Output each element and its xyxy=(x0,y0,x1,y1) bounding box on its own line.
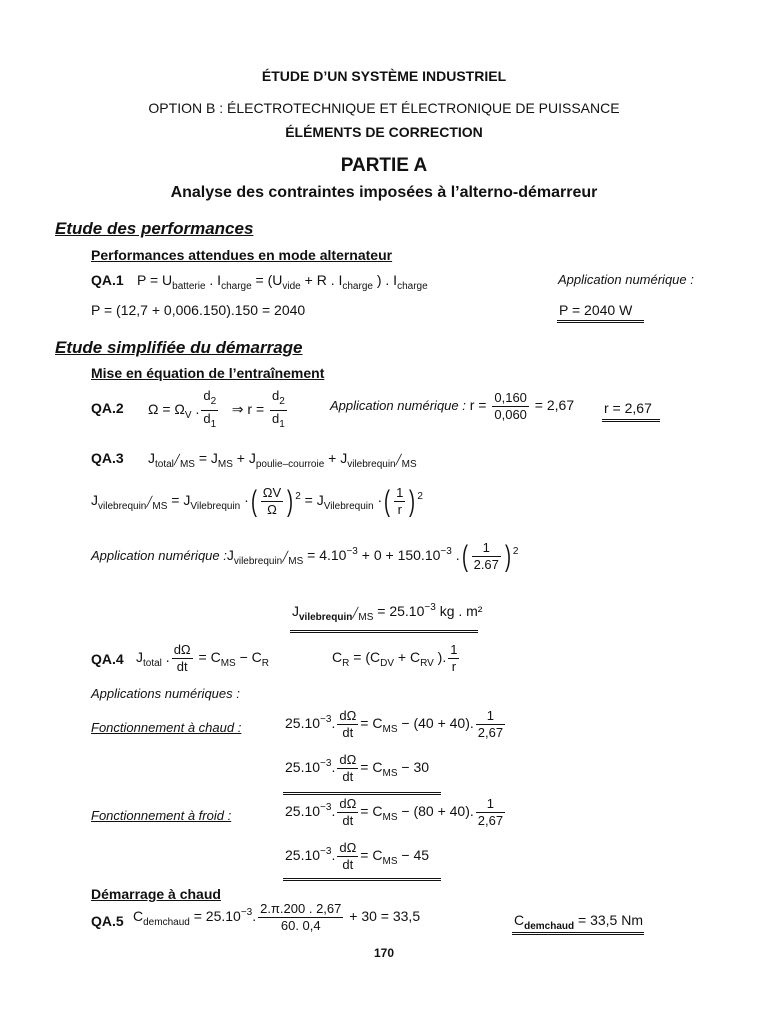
equation-qa3-vilebrequin: $J_{vilebrequin}╱_{MS} = J_{Vilebrequin}$ ·( $\frac{\Omega V}{\Omega}$ ) $^2 = J_{Vilebrequin}$ ·( $\frac{1}{r}$ ) $^2$ xyxy=(91,484,423,518)
subsection-heading-entrainement: Mise en équation de l’entraînement xyxy=(91,365,325,381)
result-underline-qa1 xyxy=(557,320,644,323)
result-qa5: $C_{demchaud} = 33,5$ Nm xyxy=(514,912,644,932)
equation-froid-1: $25.10^{-3}$. $\frac{d\Omega}{dt}$ = $C_{MS} - (80 + 40)$. $\frac{1}{2,67}$ xyxy=(285,796,504,828)
document-title: ÉTUDE D’UN SYSTÈME INDUSTRIEL xyxy=(261,68,507,84)
result-underline-froid xyxy=(283,878,441,881)
apps-num-label: Applications numériques : xyxy=(91,686,240,701)
subsection-heading-alternateur: Performances attendues en mode alternateur xyxy=(91,247,393,263)
app-num-label-qa1: Application numérique : xyxy=(558,272,694,287)
equation-chaud-1: $25.10^{-3}$. $\frac{d\Omega}{dt}$ = $C_{MS} - (40 + 40)$. $\frac{1}{2,67}$ xyxy=(285,708,504,740)
equation-qa1: $P = U_{batterie}$ . $I_{charge} = (U_{vide} + R$ . $I_{charge}$ ) . $I_{charge}$ xyxy=(137,272,428,292)
equation-froid-2: $25.10^{-3}$. $\frac{d\Omega}{dt}$ = $C_{MS} - 45$ xyxy=(285,840,430,872)
option-line: OPTION B : ÉLECTROTECHNIQUE ET ÉLECTRONIQUE DE PUISSANCE xyxy=(148,100,620,116)
result-underline-qa5 xyxy=(512,932,644,935)
app-num-label-qa3: Application numérique : xyxy=(91,548,227,564)
equation-qa2: $\Omega = \Omega_V$ . $\frac{d_2}{d_1}$ ⇒ r = $\frac{d_2}{d_1}$ xyxy=(148,388,285,430)
result-qa5-value: = 33,5 Nm xyxy=(578,912,644,928)
label-fonctionnement-froid: Fonctionnement à froid : xyxy=(91,808,232,823)
equation-chaud-2: $25.10^{-3}$. $\frac{d\Omega}{dt}$ = $C_{MS} - 30$ xyxy=(285,752,430,784)
calc-qa1: P = (12,7 + 0,006.150).150 = 2040 xyxy=(91,302,306,318)
equation-qa4: $J_{total}$ . $\frac{d\Omega}{dt}$ = $C_{MS} - C_R$ xyxy=(136,642,270,674)
result-qa1: P = 2040 W xyxy=(559,302,633,318)
result-qa3-value: = 25.10 xyxy=(377,603,425,619)
equation-qa4-cr: $C_R = (C_{DV} + C_{RV}$ ). $\frac{1}{r}$ xyxy=(332,642,458,674)
question-label-qa3: QA.3 xyxy=(91,450,124,466)
subsection-heading-demarrage-chaud: Démarrage à chaud xyxy=(91,886,221,902)
subtitle: ÉLÉMENTS DE CORRECTION xyxy=(285,124,483,140)
result-underline-qa3 xyxy=(290,630,478,633)
part-title: Analyse des contraintes imposées à l’alterno-démarreur xyxy=(170,184,598,201)
question-label-qa5: QA.5 xyxy=(91,913,124,929)
equation-qa5: $C_{demchaud} = 25.10^{-3}$. $\frac{2.\pi.200 . 2,67}{60. 0,4}$ + 30 = 33,5 xyxy=(133,901,421,933)
question-label-qa4: QA.4 xyxy=(91,651,124,667)
page-number: 170 xyxy=(373,946,395,960)
section-heading-performances: Etude des performances xyxy=(55,219,254,238)
section-heading-demarrage: Etude simplifiée du démarrage xyxy=(55,338,303,357)
result-qa3: $J_{vilebrequin}╱_{MS} = 25.10^{-3}$ kg . m² xyxy=(292,602,483,623)
app-num-label-qa2: Application numérique : xyxy=(330,398,466,414)
equation-qa3-total: $J_{total}╱_{MS} = J_{MS} + J_{poulie-courroie}$ + $J_{vilebrequin}╱_{MS}$ xyxy=(148,450,417,470)
question-label-qa1: QA.1 xyxy=(91,272,124,288)
question-label-qa2: QA.2 xyxy=(91,400,124,416)
app-num-qa2: Application numérique : r = $\frac{0,160}{0,060}$ = 2,67 xyxy=(330,390,575,422)
result-qa3-unit: kg . m² xyxy=(439,603,483,619)
label-fonctionnement-chaud: Fonctionnement à chaud : xyxy=(91,720,242,735)
result-underline-qa2 xyxy=(602,419,660,422)
result-underline-chaud xyxy=(283,792,441,795)
result-qa2: r = 2,67 xyxy=(604,400,652,416)
app-num-qa3: Application numérique $:J_{vilebrequin}╱_{MS} = 4.10^{-3} + 0 + 150.10^{-3}$ .( $\frac{1}{2.67}$ ) $^2$ xyxy=(91,539,519,573)
part-heading: PARTIE A xyxy=(340,155,428,176)
